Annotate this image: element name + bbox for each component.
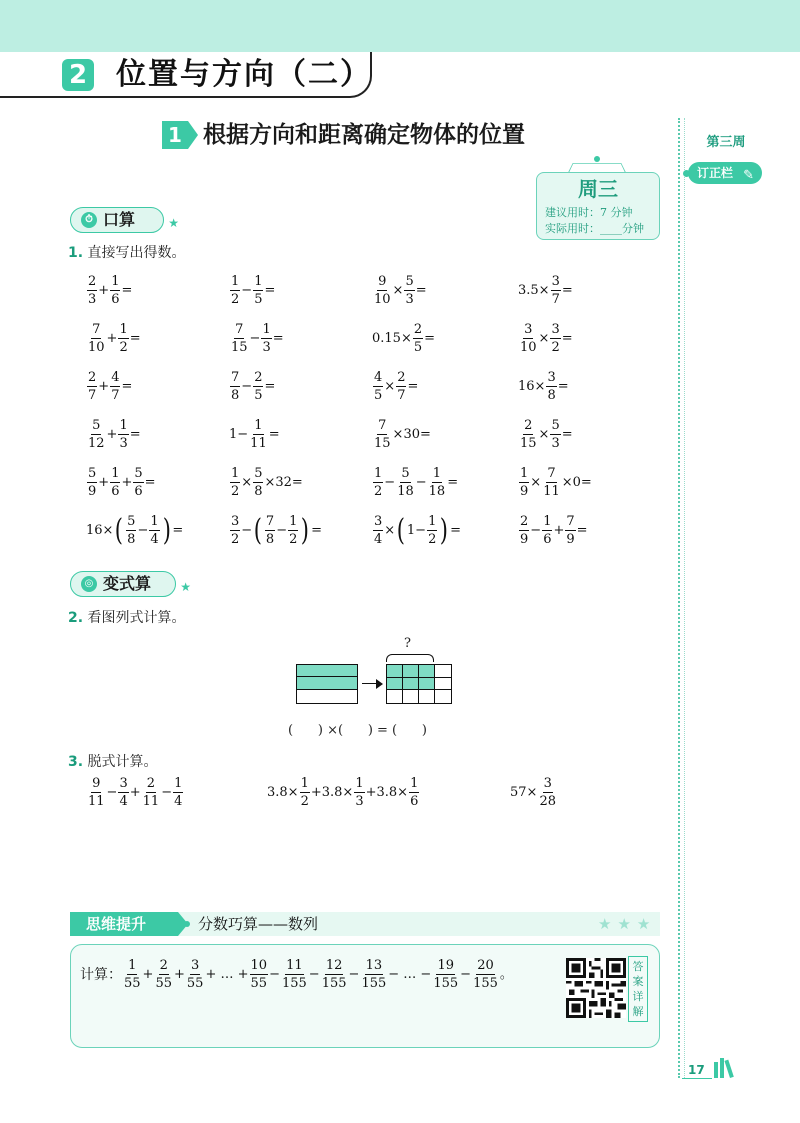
margin-rule-inner	[684, 118, 685, 1078]
expression: 16× ( $\frac{5}{8}$ − $\frac{1}{4}$ ) =	[86, 512, 184, 548]
expression: $\frac{1}{2}$ − $\frac{1}{5}$ =	[231, 274, 276, 307]
difficulty-stars-icon: ★★★	[598, 915, 657, 933]
expression: $\frac{7}{8}$ − $\frac{2}{5}$ =	[231, 370, 276, 403]
expression: $\frac{4}{5}$ × $\frac{2}{7}$ =	[374, 370, 419, 403]
calc-label: 计算：	[80, 966, 122, 983]
expression: $\frac{7}{10}$ + $\frac{1}{2}$ =	[88, 322, 141, 355]
header-band	[0, 0, 800, 52]
expression: $\frac{2}{9}$ − $\frac{1}{6}$ + $\frac{7}{9}$ =	[520, 514, 588, 547]
expression: 0.15× $\frac{2}{5}$ =	[372, 322, 436, 355]
brace	[386, 654, 434, 662]
page-number: 17	[688, 1063, 705, 1077]
answer-blanks: ( ) ×( ) = ( )	[288, 723, 427, 738]
question-mark: ?	[404, 636, 411, 651]
arrow-right-icon	[376, 679, 383, 689]
question-number: 1.	[68, 245, 84, 261]
sequence-expression: 计算： $\frac{1}{55}$ + $\frac{2}{55}$ + $\frac{3}{55}$ + … + $\frac{10}{55}$ − $\frac{11}{155}$ − $\frac{12}{155}$ − $\frac{13}{155}$ − … − $\frac{19}{155}$ − $\frac{20}{155}$ 。	[80, 958, 513, 991]
expression: $\frac{1}{2}$ × $\frac{5}{8}$ ×32=	[231, 466, 303, 499]
thinking-dot	[184, 921, 190, 927]
question-text: 看图列式计算。	[87, 610, 186, 626]
qr-code-icon[interactable]	[566, 958, 626, 1018]
correction-label-text: 订正栏	[697, 166, 734, 180]
variant-calc-tag-text: 变式算	[103, 574, 152, 593]
expression: $\frac{2}{15}$ × $\frac{5}{3}$ =	[520, 418, 573, 451]
expression: $\frac{3}{4}$ × ( 1− $\frac{1}{2}$ ) =	[374, 512, 461, 548]
thinking-label: 思维提升	[70, 912, 178, 936]
expression: $\frac{7}{15}$ − $\frac{1}{3}$ =	[231, 322, 284, 355]
expression: $\frac{5}{12}$ + $\frac{1}{3}$ =	[88, 418, 141, 451]
suggested-time: 建议用时：7 分钟	[545, 206, 633, 219]
unit-number-badge: 2	[62, 59, 94, 91]
margin-rule	[678, 118, 680, 1078]
day-card	[536, 172, 660, 240]
star-icon: ★	[180, 580, 191, 594]
question-1-heading	[68, 243, 186, 263]
expression: 3.8× $\frac{1}{2}$ +3.8× $\frac{1}{3}$ +3.8× $\frac{1}{6}$	[267, 776, 419, 809]
pencil-icon: ✎	[743, 168, 754, 183]
expression: $\frac{7}{15}$ ×30=	[374, 418, 431, 451]
question-text: 直接写出得数。	[87, 245, 186, 261]
star-icon: ★	[168, 216, 179, 230]
question-number: 3.	[68, 754, 84, 770]
expression: 57× $\frac{3}{28}$	[510, 776, 556, 809]
stopwatch-icon: ⏱	[81, 212, 97, 228]
expression: $\frac{5}{9}$ + $\frac{1}{6}$ + $\frac{5}{6}$ =	[88, 466, 156, 499]
expression: $\frac{9}{11}$ − $\frac{3}{4}$ + $\frac{2}{11}$ − $\frac{1}{4}$	[88, 776, 183, 809]
expression: 1− $\frac{1}{11}$ =	[229, 418, 280, 451]
actual-time: 实际用时：____分钟	[545, 222, 644, 235]
answer-explanation-label: 答案详解	[628, 956, 648, 1022]
variant-calc-tag	[70, 571, 191, 597]
week-label: 第三周	[706, 135, 746, 150]
day-name: 周三	[578, 177, 618, 201]
correction-column-label	[688, 162, 762, 184]
oral-calc-tag-text: 口算	[103, 210, 136, 229]
thinking-title: 分数巧算——数列	[198, 915, 319, 933]
expression: $\frac{2}{3}$ + $\frac{1}{6}$ =	[88, 274, 133, 307]
expression: 3.5× $\frac{3}{7}$ =	[518, 274, 573, 307]
expression: $\frac{1}{2}$ − $\frac{5}{18}$ − $\frac{1}{18}$ =	[374, 466, 459, 499]
section-number: 1	[162, 121, 188, 149]
day-card-pin	[594, 156, 600, 162]
unit-title: 位置与方向（二）	[116, 57, 372, 92]
question-number: 2.	[68, 610, 84, 626]
expression: $\frac{3}{10}$ × $\frac{3}{2}$ =	[520, 322, 573, 355]
question-text: 脱式计算。	[87, 754, 158, 770]
expression: $\frac{2}{7}$ + $\frac{4}{7}$ =	[88, 370, 133, 403]
expression: $\frac{3}{2}$ − ( $\frac{7}{8}$ − $\frac{1}{2}$ ) =	[231, 512, 322, 548]
question-3-heading	[68, 752, 158, 772]
oral-calc-tag	[70, 207, 179, 233]
expression: 16× $\frac{3}{8}$ =	[518, 370, 569, 403]
question-2-heading	[68, 608, 186, 628]
section-arrow-icon	[188, 121, 198, 149]
books-icon	[712, 1058, 738, 1078]
target-icon: ◎	[81, 576, 97, 592]
expression: $\frac{9}{10}$ × $\frac{5}{3}$ =	[374, 274, 427, 307]
fraction-bar-left	[296, 664, 358, 704]
expression: $\frac{1}{9}$ × $\frac{7}{11}$ ×0=	[520, 466, 592, 499]
page-underline	[682, 1078, 712, 1079]
section-title: 根据方向和距离确定物体的位置	[203, 122, 525, 148]
fraction-grid-right	[386, 664, 452, 704]
